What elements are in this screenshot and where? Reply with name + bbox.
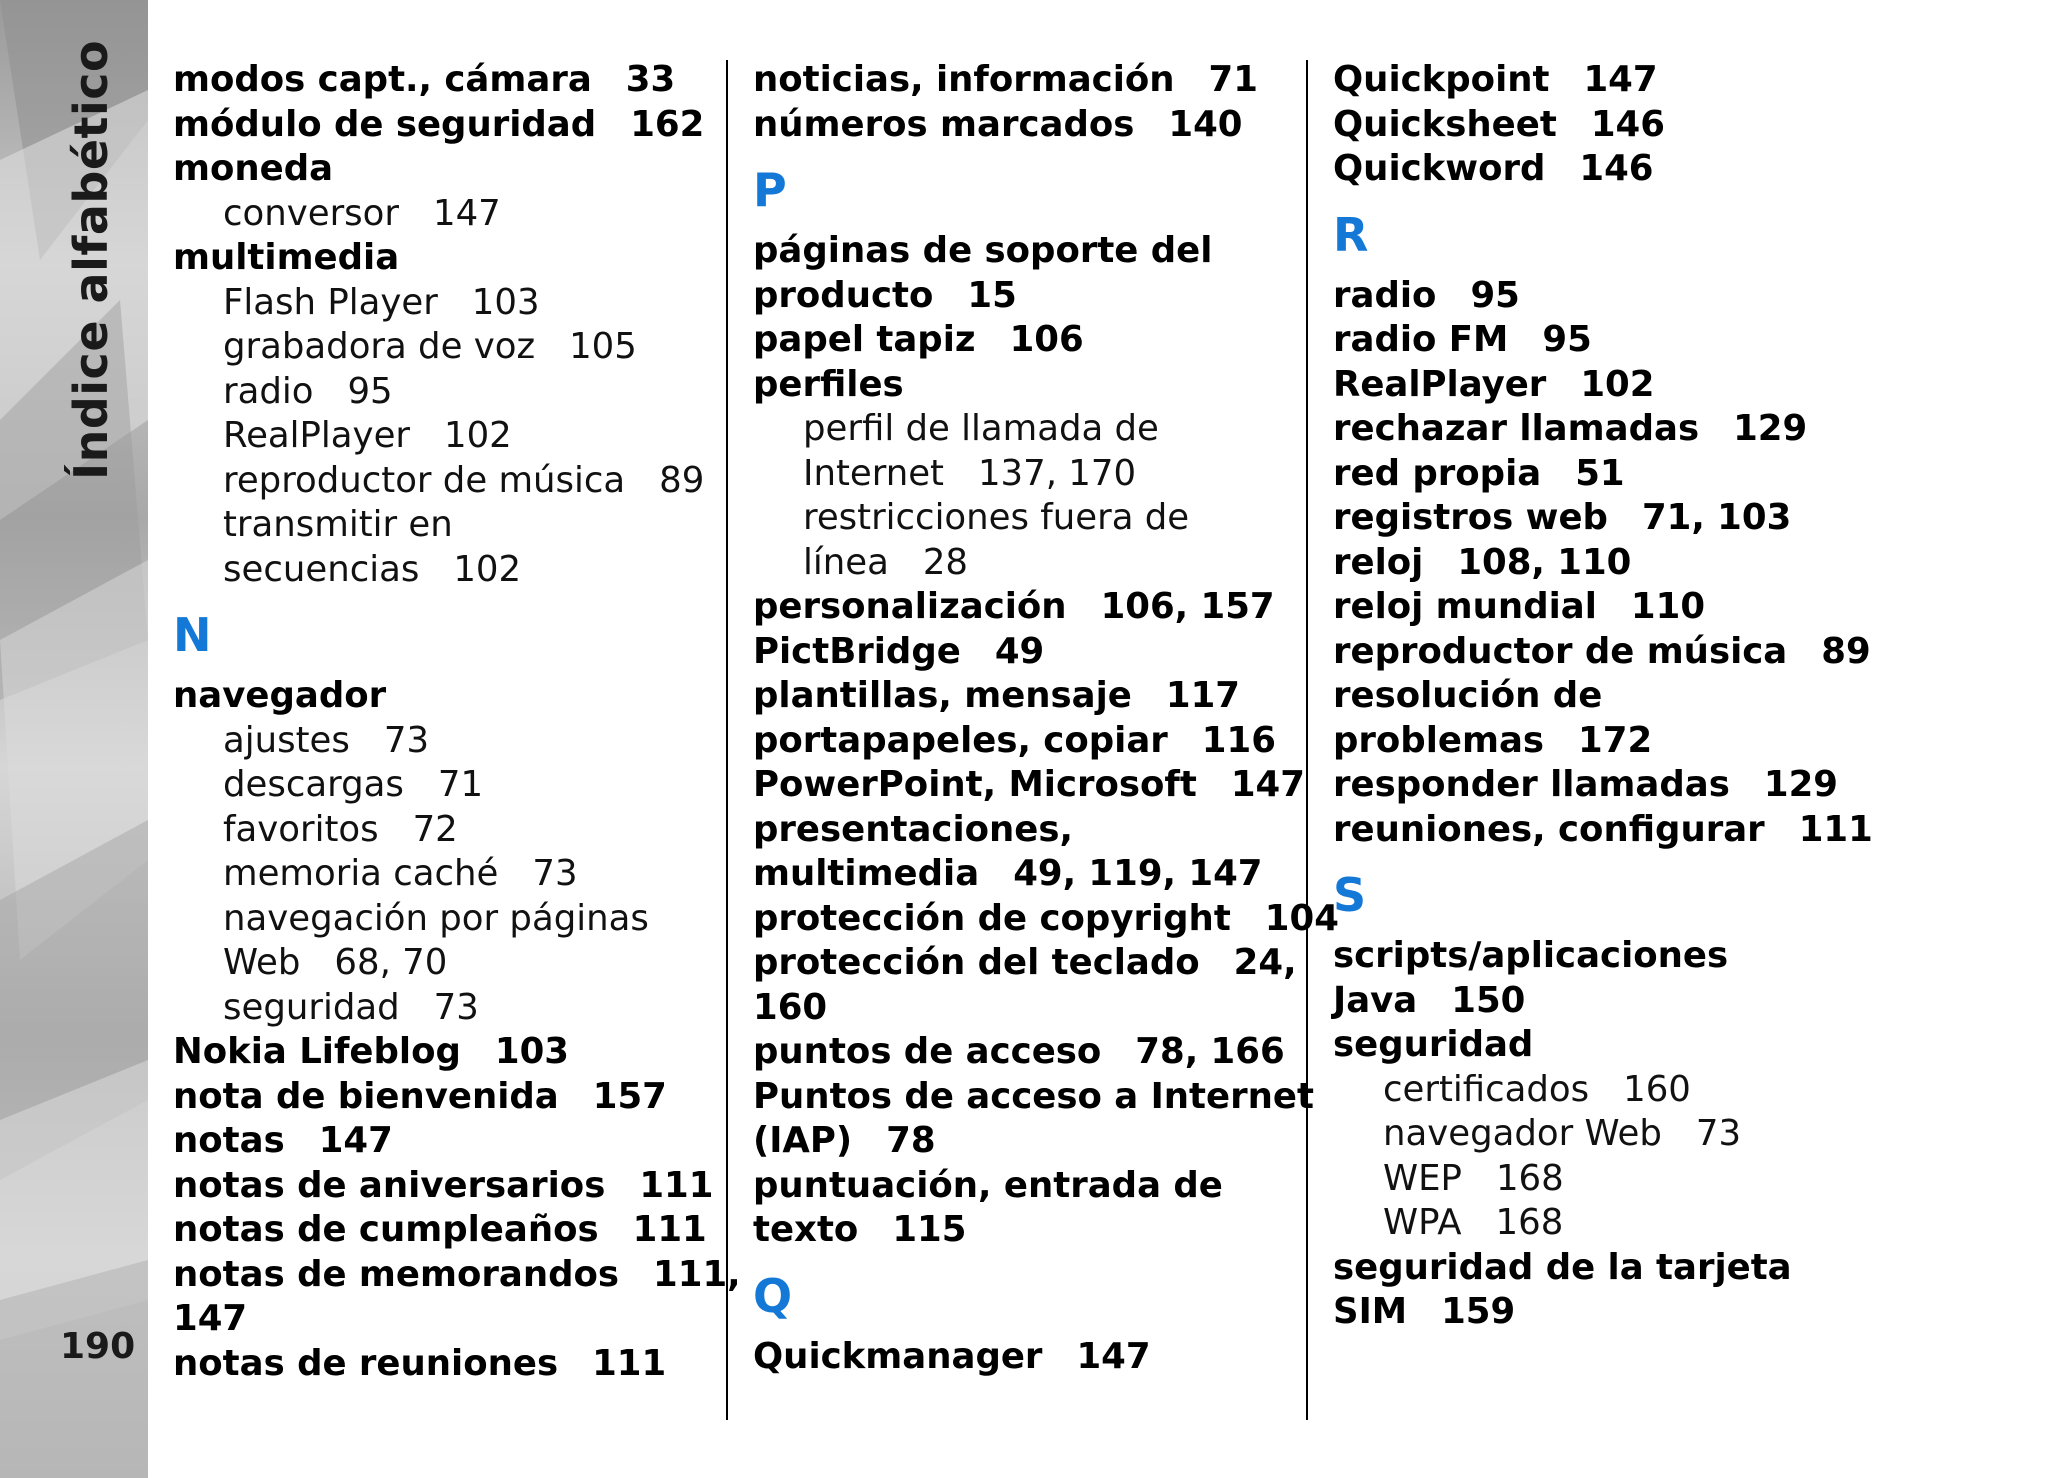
entry-term: protección del teclado [753, 942, 1200, 983]
entry-term: transmitir en [223, 504, 453, 545]
entry-page-ref: 104 [1264, 897, 1339, 939]
index-subentry [1333, 1112, 1933, 1157]
entry-page-ref: 106, 157 [1100, 586, 1275, 627]
index-subentry [173, 941, 718, 986]
index-entry [173, 147, 718, 192]
entry-term: Quicksheet [1333, 103, 1557, 145]
entry-term: noticias, información [753, 59, 1175, 100]
index-entry [753, 58, 1298, 103]
entry-page-ref: 129 [1763, 764, 1838, 805]
entry-page-ref: 95 [347, 370, 393, 412]
index-entry [753, 585, 1298, 630]
entry-term: puntos de acceso [753, 1031, 1102, 1072]
entry-term: plantillas, mensaje [753, 675, 1132, 716]
entry-page-ref: 28 [922, 541, 969, 583]
entry-term: Web [223, 942, 301, 983]
entry-page-ref: 71 [1208, 59, 1258, 100]
index-entry [1333, 452, 1933, 497]
index-subentry [173, 852, 718, 897]
entry-term: reloj [1333, 541, 1424, 583]
index-entry [1333, 496, 1933, 541]
entry-page-ref: 117 [1165, 675, 1240, 716]
entry-page-ref: 71 [437, 764, 484, 805]
index-subentry [173, 370, 718, 415]
index-subentry [1333, 1201, 1933, 1246]
entry-term: reuniones, configurar [1333, 808, 1765, 850]
entry-page-ref: 157 [592, 1075, 667, 1117]
entry-term: responder llamadas [1333, 764, 1730, 805]
index-subentry [753, 541, 1298, 586]
entry-term: Nokia Lifeblog [173, 1031, 461, 1072]
entry-term: descargas [223, 764, 404, 805]
entry-page-ref: 78, 166 [1135, 1031, 1285, 1072]
entry-page-ref: 147 [1583, 59, 1658, 100]
entry-term: WPA [1383, 1202, 1462, 1243]
entry-page-ref: 73 [383, 719, 430, 761]
entry-term: reproductor de música [223, 459, 626, 501]
index-entry [753, 630, 1298, 675]
entry-page-ref: 73 [532, 853, 578, 894]
entry-term: Puntos de acceso a Internet [753, 1075, 1314, 1117]
entry-term: Internet [803, 452, 944, 494]
index-subentry [173, 414, 718, 459]
entry-page-ref: 115 [892, 1209, 967, 1250]
entry-page-ref: 49 [994, 630, 1045, 672]
index-entry [753, 719, 1298, 764]
index-column-1 [173, 58, 741, 1386]
entry-term: presentaciones, [753, 808, 1073, 850]
index-column-3 [1333, 58, 1933, 1335]
index-entry [1333, 585, 1933, 630]
entry-page-ref: 108, 110 [1457, 541, 1632, 583]
entry-term: Flash Player [223, 281, 438, 323]
index-entry [753, 229, 1298, 274]
index-entry [173, 1030, 718, 1075]
entry-page-ref: 95 [1542, 319, 1592, 360]
entry-term: perfil de llamada de [803, 408, 1159, 449]
index-entry [1333, 1290, 1933, 1335]
entry-page-ref: 111 [639, 1164, 714, 1206]
index-entry [173, 1297, 718, 1342]
index-subentry [753, 496, 1298, 541]
entry-term: reloj mundial [1333, 586, 1597, 627]
index-entry [173, 1075, 718, 1120]
entry-page-ref: 73 [433, 986, 479, 1028]
index-subentry [173, 808, 718, 853]
entry-term: números marcados [753, 103, 1135, 145]
section-letter-heading: S [1333, 868, 1367, 922]
entry-term: registros web [1333, 497, 1608, 538]
entry-page-ref: 129 [1733, 408, 1808, 449]
index-subentry [173, 763, 718, 808]
entry-term: WEP [1383, 1157, 1462, 1199]
entry-term: perfiles [753, 363, 904, 405]
index-entry [753, 674, 1298, 719]
entry-term: línea [803, 541, 889, 583]
entry-term: Quickpoint [1333, 59, 1550, 100]
index-entry [753, 103, 1298, 148]
index-entry [753, 1335, 1298, 1380]
index-entry [753, 1208, 1298, 1253]
entry-page-ref: 72 [412, 808, 458, 850]
entry-term: secuencias [223, 548, 420, 590]
entry-term: Quickword [1333, 148, 1546, 189]
index-entry [1333, 674, 1933, 719]
section-letter-heading: P [753, 163, 787, 217]
index-entry [173, 236, 718, 281]
index-entry [1333, 630, 1933, 675]
entry-term: notas de memorandos [173, 1253, 620, 1295]
entry-term: radio [1333, 274, 1437, 316]
entry-page-ref: 33 [625, 59, 676, 100]
index-entry [753, 1164, 1298, 1209]
entry-term: reproductor de música [1333, 630, 1788, 672]
index-entry [753, 852, 1298, 897]
entry-term: ajustes [223, 719, 350, 761]
entry-term: multimedia [753, 853, 980, 894]
index-subentry [1333, 1157, 1933, 1202]
index-entry [173, 1342, 718, 1387]
entry-page-ref: 51 [1575, 452, 1625, 494]
entry-page-ref: 168 [1495, 1202, 1564, 1243]
entry-page-ref: 146 [1579, 148, 1654, 189]
entry-page-ref: 116 [1201, 719, 1276, 761]
index-subentry [173, 719, 718, 764]
entry-page-ref: 140 [1168, 103, 1243, 145]
index-entry [1333, 541, 1933, 586]
entry-term: Quickmanager [753, 1335, 1043, 1377]
entry-term: seguridad [223, 986, 400, 1028]
index-entry [1333, 763, 1933, 808]
section-letter-heading: N [173, 608, 212, 662]
entry-page-ref: 102 [444, 415, 512, 456]
index-entry [753, 897, 1339, 942]
entry-term: certificados [1383, 1068, 1590, 1110]
entry-term: navegador Web [1383, 1113, 1662, 1154]
index-subentry [173, 986, 718, 1031]
entry-term: navegador [173, 675, 387, 716]
section-letter-heading: Q [753, 1268, 793, 1323]
entry-page-ref: 159 [1441, 1291, 1516, 1332]
entry-page-ref: 147 [433, 192, 501, 234]
entry-term: problemas [1333, 719, 1545, 761]
entry-page-ref: 89 [659, 459, 705, 501]
entry-term: producto [753, 274, 934, 316]
entry-term: memoria caché [223, 853, 499, 894]
entry-term: grabadora de voz [223, 326, 536, 367]
entry-term: papel tapiz [753, 319, 976, 360]
index-subentry [753, 452, 1298, 497]
index-subentry [173, 897, 718, 942]
entry-page-ref: 68, 70 [334, 942, 448, 983]
entry-page-ref: 103 [494, 1031, 569, 1072]
entry-term: Java [1333, 979, 1418, 1021]
entry-page-ref: 110 [1630, 586, 1706, 627]
index-entry [753, 1119, 1298, 1164]
entry-term: puntuación, entrada de [753, 1164, 1223, 1206]
entry-page-ref: 172 [1578, 719, 1653, 761]
index-entry [753, 1030, 1298, 1075]
index-entry [1333, 363, 1933, 408]
index-entry [753, 318, 1298, 363]
entry-page-ref: 105 [569, 326, 637, 367]
side-strip [0, 0, 148, 1478]
index-entry [753, 363, 1298, 408]
entry-term: favoritos [223, 808, 379, 850]
entry-term: restricciones fuera de [803, 497, 1190, 538]
entry-page-ref: 111 [1798, 808, 1873, 850]
entry-page-ref: 49, 119, 147 [1013, 853, 1263, 894]
index-entry [1333, 274, 1933, 319]
column-divider [726, 60, 728, 1420]
entry-term: conversor [223, 192, 399, 234]
entry-page-ref: 111 [592, 1342, 667, 1384]
entry-term: notas de aniversarios [173, 1164, 606, 1206]
entry-page-ref: 111 [632, 1209, 707, 1250]
index-subentry [1333, 1068, 1933, 1113]
entry-term: modos capt., cámara [173, 59, 592, 100]
entry-page-ref: 102 [453, 548, 522, 590]
entry-term: notas [173, 1120, 285, 1161]
entry-term: navegación por páginas [223, 897, 649, 939]
entry-term: notas de cumpleaños [173, 1209, 599, 1250]
index-entry [1333, 318, 1933, 363]
entry-page-ref: 106 [1009, 319, 1084, 360]
index-entry [173, 1253, 741, 1298]
entry-page-ref: 162 [630, 103, 705, 145]
index-entry [1333, 1023, 1933, 1068]
entry-term: RealPlayer [1333, 363, 1547, 405]
index-subentry [173, 548, 718, 593]
entry-term: radio FM [1333, 319, 1509, 360]
entry-page-ref: 24, [1233, 942, 1297, 983]
index-subentry [173, 459, 718, 504]
entry-term: texto [753, 1209, 859, 1250]
entry-page-ref: 111, [653, 1253, 741, 1295]
index-entry [173, 1164, 718, 1209]
index-entry [753, 274, 1298, 319]
entry-page-ref: 147 [318, 1120, 393, 1161]
entry-term: moneda [173, 148, 334, 189]
entry-page-ref: 71, 103 [1641, 497, 1792, 538]
index-entry [173, 1208, 718, 1253]
entry-term: portapapeles, copiar [753, 719, 1168, 761]
index-entry [173, 674, 718, 719]
entry-term: PowerPoint, Microsoft [753, 764, 1197, 805]
index-entry [1333, 147, 1933, 192]
entry-term: personalización [753, 586, 1067, 627]
entry-term: (IAP) [753, 1120, 853, 1161]
index-entry [173, 103, 718, 148]
entry-term: notas de reuniones [173, 1342, 559, 1384]
entry-page-ref: 73 [1695, 1113, 1742, 1154]
index-entry [1333, 407, 1933, 452]
index-entry [1333, 1246, 1933, 1291]
index-subentry [173, 503, 718, 548]
entry-term: 147 [173, 1298, 248, 1339]
entry-page-ref: 103 [471, 281, 540, 323]
entry-term: red propia [1333, 452, 1542, 494]
entry-term: seguridad [1333, 1024, 1534, 1065]
entry-page-ref: 147 [1230, 764, 1305, 805]
entry-page-ref: 168 [1495, 1157, 1564, 1199]
entry-page-ref: 147 [1076, 1335, 1151, 1377]
index-entry [753, 986, 1298, 1031]
entry-page-ref: 78 [886, 1120, 936, 1161]
entry-term: seguridad de la tarjeta [1333, 1246, 1792, 1288]
section-title: Índice alfabético [64, 39, 118, 480]
entry-page-ref: 160 [1623, 1068, 1691, 1110]
entry-term: RealPlayer [223, 415, 410, 456]
index-entry [753, 808, 1298, 853]
index-column-2 [753, 58, 1339, 1379]
entry-term: SIM [1333, 1291, 1408, 1332]
index-subentry [173, 325, 718, 370]
entry-page-ref: 146 [1590, 103, 1665, 145]
entry-page-ref: 89 [1821, 630, 1871, 672]
entry-page-ref: 95 [1470, 274, 1520, 316]
entry-page-ref: 150 [1451, 979, 1526, 1021]
section-letter-heading: R [1333, 207, 1369, 262]
index-entry [173, 58, 718, 103]
index-entry [1333, 103, 1933, 148]
entry-page-ref: 102 [1580, 363, 1655, 405]
index-entry [753, 1075, 1314, 1120]
entry-term: protección de copyright [753, 897, 1231, 939]
entry-page-ref: 15 [967, 274, 1017, 316]
entry-term: páginas de soporte del [753, 230, 1213, 271]
index-entry [1333, 934, 1933, 979]
index-entry [1333, 58, 1933, 103]
entry-term: multimedia [173, 237, 400, 278]
entry-term: scripts/aplicaciones [1333, 935, 1729, 976]
index-entry [1333, 979, 1933, 1024]
entry-term: PictBridge [753, 630, 961, 672]
page-number: 190 [60, 1326, 136, 1367]
entry-term: módulo de seguridad [173, 103, 597, 145]
index-subentry [173, 192, 718, 237]
entry-term: resolución de [1333, 675, 1603, 716]
column-divider [1306, 60, 1308, 1420]
index-entry [753, 763, 1305, 808]
entry-term: nota de bienvenida [173, 1075, 559, 1117]
index-entry [753, 941, 1298, 986]
index-entry [1333, 719, 1933, 764]
index-subentry [173, 281, 718, 326]
index-entry [173, 1119, 718, 1164]
entry-page-ref: 137, 170 [977, 452, 1137, 494]
index-entry [1333, 808, 1933, 853]
index-subentry [753, 407, 1298, 452]
entry-term: radio [223, 370, 314, 412]
entry-term: rechazar llamadas [1333, 408, 1700, 449]
entry-term: 160 [753, 986, 828, 1028]
